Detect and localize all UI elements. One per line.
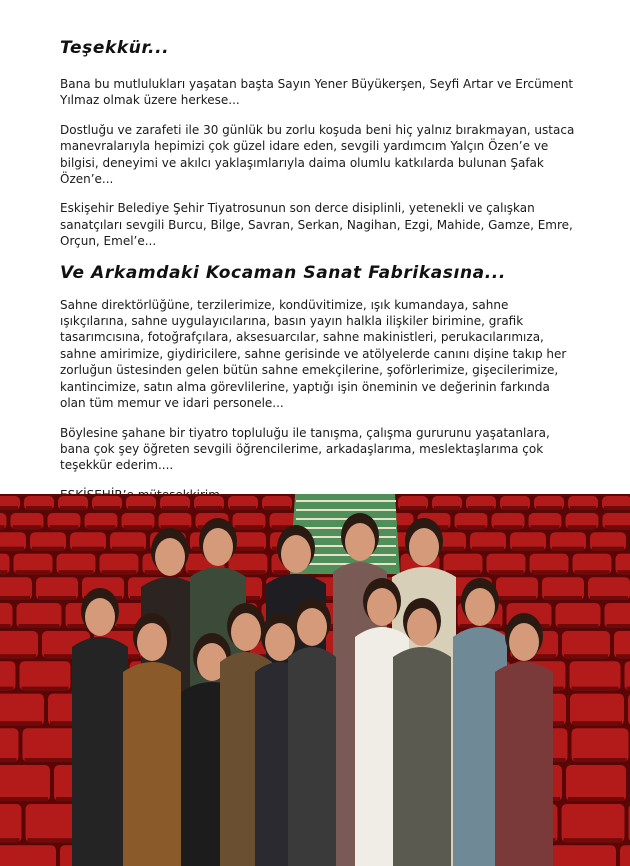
seat-shadow — [472, 547, 504, 551]
person-body — [72, 637, 128, 866]
seat-shadow — [0, 797, 48, 801]
seat — [562, 804, 625, 842]
seat-shadow — [13, 525, 42, 529]
seat-shadow — [502, 506, 528, 510]
seat — [550, 845, 616, 866]
seat-shadow — [59, 570, 94, 574]
seat — [20, 661, 71, 690]
seat-shadow — [264, 506, 290, 510]
seat — [0, 631, 38, 658]
heading-thanks: Teşekkür... — [60, 38, 170, 58]
seat-shadow — [544, 596, 582, 600]
seat-shadow — [572, 721, 622, 725]
seat-shadow — [468, 506, 494, 510]
seat — [570, 661, 621, 690]
theater-group-photo — [0, 494, 630, 866]
person-face — [203, 528, 233, 566]
seat — [562, 631, 610, 658]
heading-sanat-fabrikasi: Ve Arkamdaki Kocaman Sanat Fabrikasına... — [60, 262, 506, 283]
stair-edge — [296, 500, 396, 502]
seat-shadow — [605, 525, 630, 529]
seat-shadow — [0, 687, 14, 691]
seat-shadow — [552, 547, 584, 551]
seat-shadow — [72, 547, 104, 551]
paragraph-sanatcilar: Eskişehir Belediye Şehir Tiyatrosunun son derce disiplinli, yetenekli ve çalışkan sanatçıları sevgili Burcu, Bilge, Savran, Serkan, Nagihan, Ezgi, Mahide, Gamze, Emre, Orçun, Emel’e... — [60, 201, 573, 249]
group-photo — [0, 494, 630, 866]
person-body — [393, 647, 451, 866]
seat — [0, 845, 56, 866]
stair-edge — [296, 518, 396, 520]
person-face — [281, 535, 311, 573]
person-face — [85, 598, 115, 636]
seat — [566, 765, 626, 801]
seat-shadow — [0, 525, 5, 529]
seat-shadow — [50, 525, 79, 529]
seat-shadow — [0, 838, 20, 842]
person-face — [137, 623, 167, 661]
seat-shadow — [627, 687, 630, 691]
seat-shadow — [128, 506, 154, 510]
seat-shadow — [457, 525, 486, 529]
seat-shadow — [26, 506, 52, 510]
seat-shadow — [60, 506, 86, 510]
person-body — [495, 662, 553, 866]
seat-shadow — [162, 506, 188, 510]
seat-shadow — [572, 687, 619, 691]
seat-shadow — [124, 525, 153, 529]
seat-shadow — [512, 547, 544, 551]
seat-shadow — [0, 758, 17, 762]
seat-shadow — [592, 547, 624, 551]
seat-shadow — [112, 547, 144, 551]
seat-shadow — [604, 506, 630, 510]
seat-shadow — [0, 570, 8, 574]
seat-shadow — [0, 596, 30, 600]
person-body — [288, 647, 336, 866]
seat-shadow — [498, 596, 536, 600]
seat-shadow — [446, 570, 481, 574]
seat — [572, 728, 629, 762]
seat — [0, 728, 19, 762]
person-face — [465, 588, 495, 626]
seat — [0, 804, 22, 842]
seat — [614, 631, 630, 658]
seat — [0, 694, 44, 726]
seat-shadow — [568, 797, 624, 801]
seat — [625, 661, 630, 690]
person-face — [367, 588, 397, 626]
seat — [23, 728, 80, 762]
seat-shadow — [564, 654, 608, 658]
paragraph-herkese: Bana bu mutlulukları yaşatan başta Sayın Yener Büyükerşen, Seyfi Artar ve Ercüment Yılmaz olmak üzere herkese... — [60, 77, 574, 108]
seat-shadow — [0, 654, 36, 658]
paragraph-emekciler: Sahne direktörlüğüne, terzilerimize, kondüvitimize, ışık kumandaya, sahne ışıkçılarına, sahne uygulayıcılarına, basın yayın halkla ilişkiler birimine, grafik tasarımcısına, fotoğrafçılara, aksesuarcılar, sahne makinistleri, perukacılarımıza, sahne amirimize, giydiricilere, sahne gerisinde ve atölyelerde canını dişine takıp her zorluğun üstesinden gelen bütün sahne emekçilerine, şoförlerimize, gişecilerimize, kantincimize, satın alma görevlilerine, yaptığı işin öneminin ve değerinin farkında olan tüm memur ve idari personele... — [60, 297, 567, 411]
seat-shadow — [22, 687, 69, 691]
seat-shadow — [16, 570, 51, 574]
seat-shadow — [38, 596, 76, 600]
seat — [0, 661, 16, 690]
seat-shadow — [161, 525, 190, 529]
seat-shadow — [570, 506, 596, 510]
person-face — [407, 608, 437, 646]
seat-shadow — [232, 547, 264, 551]
seat — [570, 694, 624, 726]
paragraph-yardimci: Dostluğu ve zarafeti ile 30 günlük bu zorlu koşuda beni hiç yalnız bırakmayan, ustaca manevralarıyla hepimizi çok güzel idare eden, sevgili yardımcım Yalçın Özen’e ve bilgisi, deneyimi ve akılcı yaklaşımlarıyla daima olumlu katkılarda bulunan Şafak Özen’e... — [60, 122, 575, 187]
seat-shadow — [19, 624, 60, 628]
seat-shadow — [568, 525, 597, 529]
seat-shadow — [0, 547, 24, 551]
person-face — [409, 528, 439, 566]
person-face — [345, 523, 375, 561]
seat-shadow — [574, 758, 627, 762]
seat-shadow — [102, 570, 137, 574]
person-face — [297, 608, 327, 646]
seat-shadow — [590, 596, 628, 600]
seat-shadow — [434, 506, 460, 510]
text-area — [60, 38, 578, 546]
seat — [620, 845, 630, 866]
seat-shadow — [575, 570, 610, 574]
paragraph-tesekkur: Böylesine şahane bir tiyatro topluluğu ile tanışma, çalışma gururunu yaşatanlara, bana çok şey öğreten sevgili öğrencilerime, arkadaşlarıma, meslektaşlarıma çok teşekkür ederim.... — [60, 425, 550, 473]
seat-shadow — [607, 624, 630, 628]
seat-shadow — [400, 506, 426, 510]
person-face — [155, 538, 185, 576]
person-body — [123, 662, 181, 866]
seat-shadow — [564, 838, 623, 842]
seat-shadow — [532, 570, 567, 574]
person-face — [231, 613, 261, 651]
seat-shadow — [0, 721, 42, 725]
seat-shadow — [536, 506, 562, 510]
seat-shadow — [531, 525, 560, 529]
seat-shadow — [87, 525, 116, 529]
seat-shadow — [0, 506, 18, 510]
seat-shadow — [0, 624, 11, 628]
seat-shadow — [32, 547, 64, 551]
seat-shadow — [94, 506, 120, 510]
seat-shadow — [494, 525, 523, 529]
seat-shadow — [230, 506, 256, 510]
seat-shadow — [196, 506, 222, 510]
seat-shadow — [25, 758, 78, 762]
seat-shadow — [616, 654, 630, 658]
stair-edge — [296, 509, 396, 511]
seat-shadow — [235, 525, 264, 529]
seat — [0, 765, 50, 801]
seat-shadow — [489, 570, 524, 574]
seat-shadow — [558, 624, 599, 628]
person-face — [509, 623, 539, 661]
seat-shadow — [618, 570, 630, 574]
